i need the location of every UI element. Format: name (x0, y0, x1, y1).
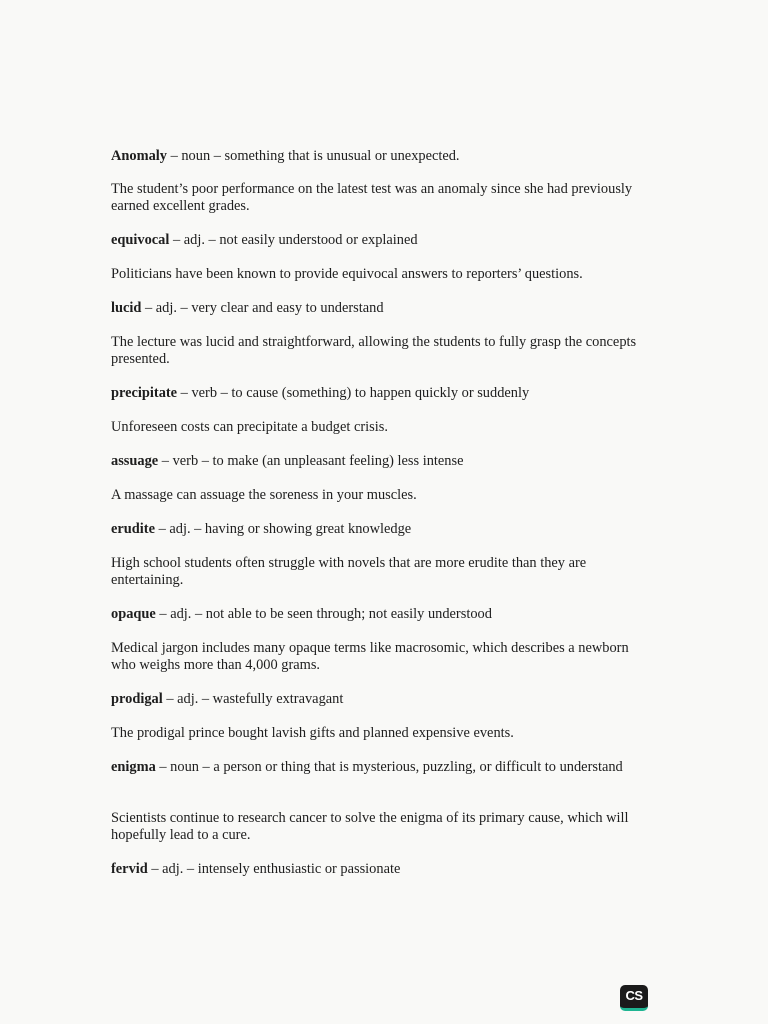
vocab-definition: – verb – to cause (something) to happen quickly or suddenly (177, 385, 530, 401)
vocab-definition: – adj. – having or showing great knowledge (154, 521, 412, 537)
vocab-example: Unforeseen costs can precipitate a budget crisis. (111, 419, 388, 435)
camscanner-logo-icon: CS (620, 985, 648, 1011)
vocab-example: High school students often struggle with novels that are more erudite than they are entertaining. (111, 555, 587, 588)
vocab-term: fervid (111, 861, 148, 877)
vocab-example: Scientists continue to research cancer to solve the enigma of its primary cause, which will hopefully lead to a cure. (111, 810, 629, 843)
vocab-example: The prodigal prince bought lavish gifts and planned expensive events. (111, 725, 514, 741)
vocab-example: The lecture was lucid and straightforward, allowing the students to fully grasp the concepts presented. (111, 334, 637, 367)
vocab-entry-lucid (111, 300, 384, 317)
vocab-entry-opaque (111, 606, 492, 623)
vocab-term: erudite (111, 521, 155, 537)
vocab-definition: – adj. – very clear and easy to understand (141, 300, 384, 316)
vocab-definition: – adj. – not easily understood or explained (169, 232, 418, 248)
vocab-definition: – noun – a person or thing that is mysterious, puzzling, or difficult to understand (155, 759, 623, 775)
vocab-term: equivocal (111, 232, 170, 248)
vocab-term: lucid (111, 300, 142, 316)
vocab-term: enigma (111, 759, 156, 775)
vocab-entry-prodigal (111, 691, 343, 708)
vocab-term: precipitate (111, 385, 178, 401)
vocab-definition: – noun – something that is unusual or unexpected. (166, 148, 460, 164)
vocab-definition: – adj. – not able to be seen through; not easily understood (155, 606, 492, 622)
vocab-example: A massage can assuage the soreness in your muscles. (111, 487, 417, 503)
vocab-definition: – adj. – intensely enthusiastic or passionate (147, 861, 401, 877)
vocab-example: Medical jargon includes many opaque terms like macrosomic, which describes a newborn who weighs more than 4,000 grams. (111, 640, 629, 673)
vocab-entry-assuage (111, 453, 464, 470)
vocab-definition: – adj. – wastefully extravagant (162, 691, 344, 707)
vocab-term: opaque (111, 606, 156, 622)
vocab-entry-enigma (111, 759, 623, 776)
vocab-entry-equivocal (111, 232, 418, 249)
vocab-entry-erudite (111, 521, 411, 538)
vocab-entry-anomaly (111, 148, 460, 165)
vocab-example: Politicians have been known to provide equivocal answers to reporters’ questions. (111, 266, 583, 282)
vocab-term: assuage (111, 453, 159, 469)
vocab-term: prodigal (111, 691, 163, 707)
vocab-example: The student’s poor performance on the latest test was an anomaly since she had previously earned excellent grades. (111, 181, 633, 214)
vocab-entry-fervid (111, 861, 400, 878)
vocab-entry-precipitate (111, 385, 529, 402)
vocab-definition: – verb – to make (an unpleasant feeling) less intense (158, 453, 464, 469)
vocab-term: Anomaly (111, 148, 167, 164)
